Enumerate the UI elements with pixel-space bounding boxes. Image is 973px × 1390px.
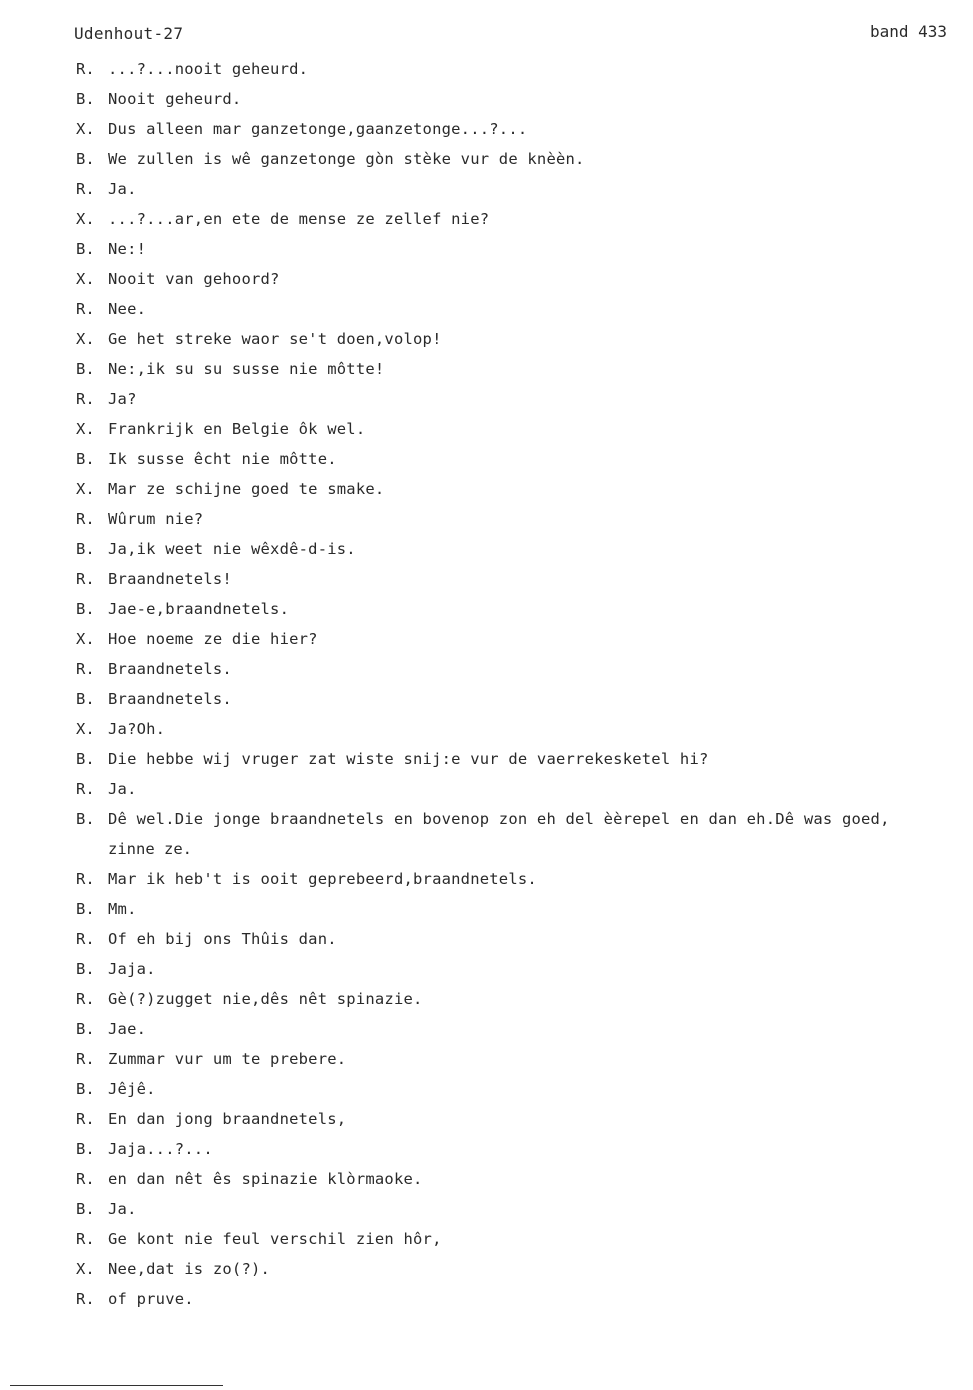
transcript-line [76, 1074, 966, 1104]
speaker-label: R. [76, 180, 95, 198]
utterance-text: Hoe noeme ze die hier? [108, 630, 318, 648]
utterance-text: Ge kont nie feul verschil zien hôr, [108, 1230, 442, 1248]
utterance-text: Jaja. [108, 960, 156, 978]
transcript-line [76, 354, 966, 384]
speaker-label: X. [76, 120, 95, 138]
transcript-line [76, 1194, 966, 1224]
transcript-line [76, 594, 966, 624]
speaker-label: X. [76, 1260, 95, 1278]
utterance-text: Nee. [108, 300, 147, 318]
utterance-continuation: zinne ze. [108, 840, 192, 858]
speaker-label: X. [76, 270, 95, 288]
utterance-text: of pruve. [108, 1290, 194, 1308]
transcript-line [76, 1134, 966, 1164]
transcript-line [76, 174, 966, 204]
transcript-line [76, 1044, 966, 1074]
utterance-text: Ik susse êcht nie môtte. [108, 450, 337, 468]
speaker-label: B. [76, 750, 95, 768]
speaker-label: R. [76, 660, 95, 678]
transcript-line [76, 894, 966, 924]
utterance-text: Ne:,ik su su susse nie môtte! [108, 360, 385, 378]
transcript-line [76, 864, 966, 894]
transcript-line [76, 294, 966, 324]
speaker-label: R. [76, 1290, 95, 1308]
speaker-label: R. [76, 870, 95, 888]
speaker-label: B. [76, 540, 95, 558]
utterance-text: Nooit geheurd. [108, 90, 242, 108]
speaker-label: B. [76, 360, 95, 378]
transcript-line [76, 1254, 966, 1284]
utterance-text: Ja,ik weet nie wêxdê-d-is. [108, 540, 356, 558]
transcript-line [76, 564, 966, 594]
speaker-label: B. [76, 1020, 95, 1038]
transcript-lines [76, 54, 966, 1314]
utterance-text: Mar ze schijne goed te smake. [108, 480, 385, 498]
speaker-label: B. [76, 150, 95, 168]
transcript-line [76, 54, 966, 84]
speaker-label: B. [76, 600, 95, 618]
speaker-label: X. [76, 720, 95, 738]
document-id: Udenhout-27 [74, 24, 184, 43]
speaker-label: B. [76, 1080, 95, 1098]
utterance-text: Ne:! [108, 240, 147, 258]
speaker-label: R. [76, 1050, 95, 1068]
transcript-line [76, 1164, 966, 1194]
utterance-text: Die hebbe wij vruger zat wiste snij:e vur de vaerrekesketel hi? [108, 750, 709, 768]
utterance-text: ...?...ar,en ete de mense ze zellef nie? [108, 210, 490, 228]
utterance-text: Ja? [108, 390, 137, 408]
transcript-line [76, 924, 966, 954]
speaker-label: B. [76, 900, 95, 918]
transcript-line [76, 744, 966, 774]
transcript-line [76, 324, 966, 354]
speaker-label: B. [76, 450, 95, 468]
tape-number: band 433 [869, 22, 947, 41]
utterance-text: Zummar vur um te prebere. [108, 1050, 347, 1068]
speaker-label: B. [76, 240, 95, 258]
utterance-text: En dan jong braandnetels, [108, 1110, 347, 1128]
speaker-label: B. [76, 90, 95, 108]
speaker-label: R. [76, 930, 95, 948]
transcript-line [76, 204, 966, 234]
transcript-line [76, 1014, 966, 1044]
transcript-line [76, 144, 966, 174]
speaker-label: R. [76, 990, 95, 1008]
transcript-line [76, 414, 966, 444]
utterance-text: Ja. [108, 780, 137, 798]
utterance-text: Of eh bij ons Thûis dan. [108, 930, 337, 948]
transcript-line [76, 474, 966, 504]
speaker-label: B. [76, 810, 95, 828]
speaker-label: R. [76, 780, 95, 798]
utterance-text: Ja?Oh. [108, 720, 166, 738]
utterance-text: Jae-e,braandnetels. [108, 600, 290, 618]
speaker-label: X. [76, 480, 95, 498]
speaker-label: X. [76, 330, 95, 348]
speaker-label: X. [76, 210, 95, 228]
transcript-line [76, 714, 966, 744]
transcript-line [76, 984, 966, 1014]
utterance-text: Ge het streke waor se't doen,volop! [108, 330, 442, 348]
utterance-text: Mm. [108, 900, 137, 918]
transcript-line [76, 264, 966, 294]
speaker-label: B. [76, 690, 95, 708]
footnote-rule [10, 1385, 223, 1386]
transcript-line [76, 534, 966, 564]
speaker-label: R. [76, 300, 95, 318]
utterance-text: We zullen is wê ganzetonge gòn stèke vur de knèèn. [108, 150, 585, 168]
speaker-label: B. [76, 1200, 95, 1218]
transcript-line [76, 384, 966, 414]
transcript-line [76, 444, 966, 474]
transcript-line [76, 684, 966, 714]
utterance-text: ...?...nooit geheurd. [108, 60, 309, 78]
utterance-text: Braandnetels. [108, 690, 232, 708]
speaker-label: R. [76, 1230, 95, 1248]
utterance-text: Mar ik heb't is ooit geprebeerd,braandnetels. [108, 870, 537, 888]
speaker-label: R. [76, 510, 95, 528]
speaker-label: R. [76, 60, 95, 78]
transcript-line [76, 84, 966, 114]
transcript-line [76, 1284, 966, 1314]
utterance-text: Ja. [108, 180, 137, 198]
transcript-line [76, 1104, 966, 1134]
utterance-text: Jaja...?... [108, 1140, 213, 1158]
utterance-text: Braandnetels. [108, 660, 232, 678]
transcript-line [76, 954, 966, 984]
transcript-line [76, 504, 966, 534]
utterance-text: Nooit van gehoord? [108, 270, 280, 288]
transcript-line [76, 804, 966, 834]
speaker-label: R. [76, 1170, 95, 1188]
speaker-label: R. [76, 1110, 95, 1128]
speaker-label: B. [76, 1140, 95, 1158]
speaker-label: R. [76, 570, 95, 588]
utterance-text: Dê wel.Die jonge braandnetels en bovenop zon eh del èèrepel en dan eh.Dê was goed, [108, 810, 890, 828]
utterance-text: Nee,dat is zo(?). [108, 1260, 271, 1278]
transcript-line [76, 774, 966, 804]
utterance-text: Braandnetels! [108, 570, 232, 588]
utterance-text: Ja. [108, 1200, 137, 1218]
speaker-label: R. [76, 390, 95, 408]
utterance-text: en dan nêt ês spinazie klòrmaoke. [108, 1170, 423, 1188]
utterance-text: Frankrijk en Belgie ôk wel. [108, 420, 366, 438]
transcript-line [76, 1224, 966, 1254]
utterance-text: Jae. [108, 1020, 147, 1038]
speaker-label: B. [76, 960, 95, 978]
utterance-text: Jêjê. [108, 1080, 156, 1098]
transcript-line [76, 114, 966, 144]
utterance-text: Dus alleen mar ganzetonge,gaanzetonge...?... [108, 120, 528, 138]
transcript-line [76, 234, 966, 264]
transcript-line [76, 624, 966, 654]
transcript-line [76, 654, 966, 684]
speaker-label: X. [76, 630, 95, 648]
utterance-text: Gè(?)zugget nie,dês nêt spinazie. [108, 990, 423, 1008]
utterance-text: Wûrum nie? [108, 510, 204, 528]
speaker-label: X. [76, 420, 95, 438]
